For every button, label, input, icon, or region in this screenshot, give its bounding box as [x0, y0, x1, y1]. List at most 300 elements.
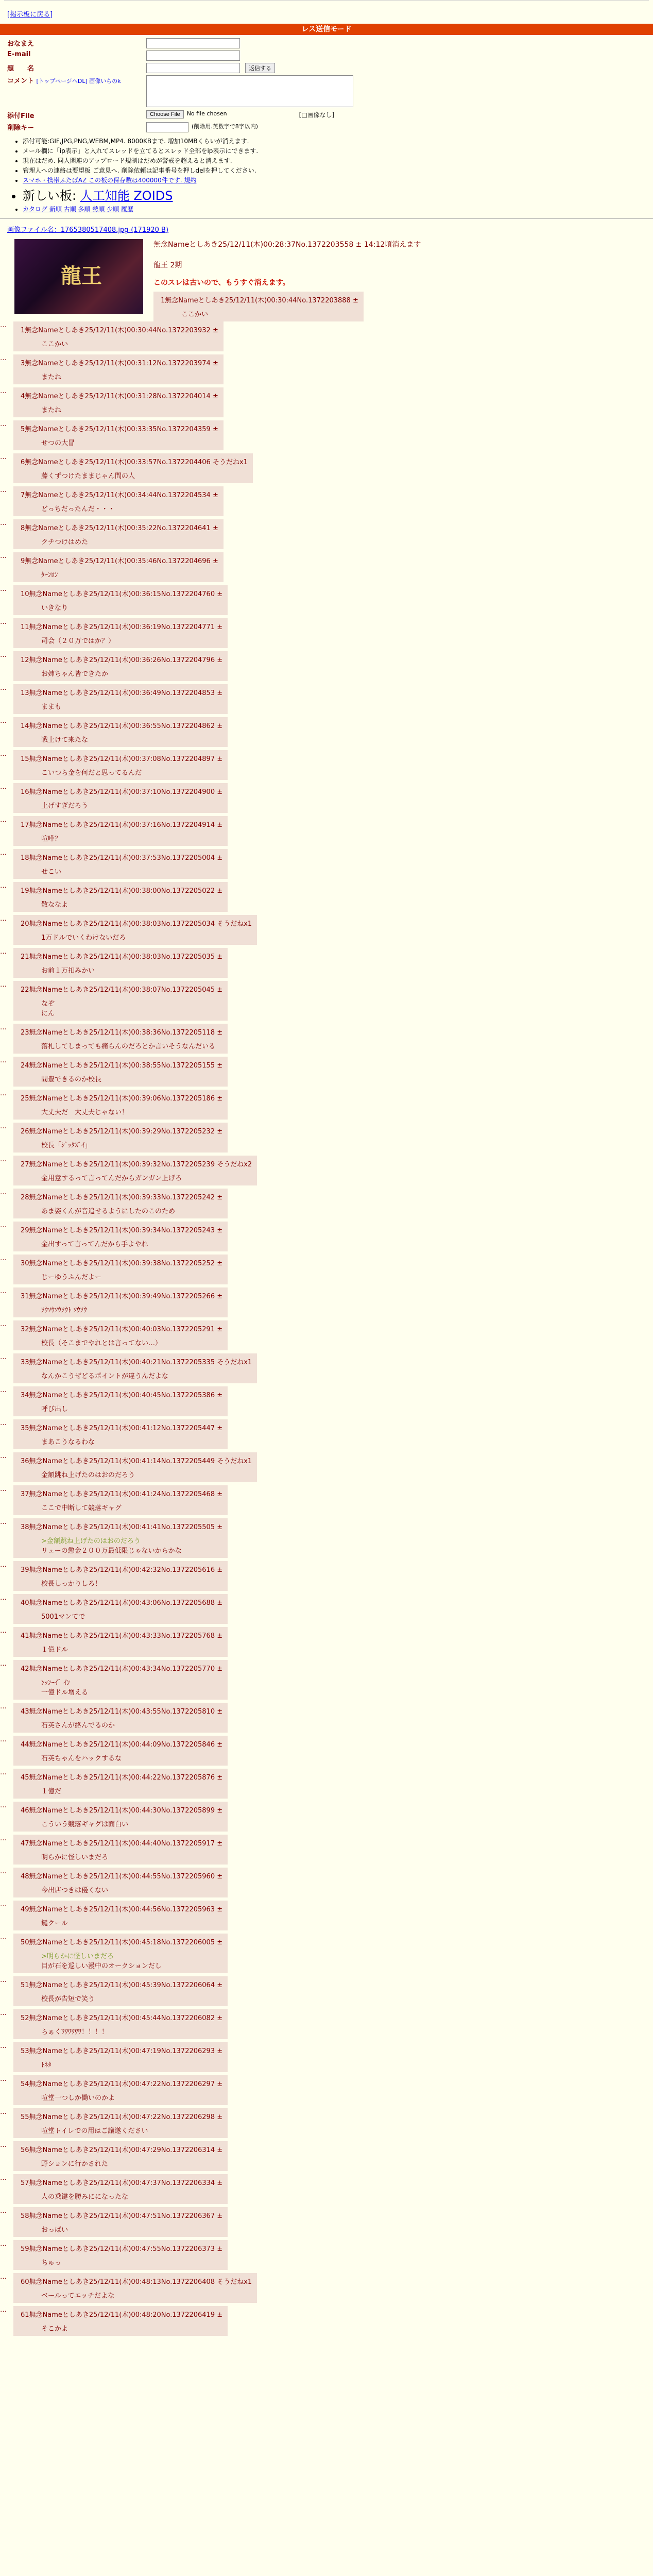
- reply-header[interactable]: 11無念Nameとしあき25/12/11(木)00:36:19No.1372204771 ±: [21, 623, 223, 631]
- reply-body: [41, 1535, 222, 1555]
- reply-box: [13, 1320, 228, 1350]
- reply-box: [13, 1835, 228, 1865]
- reply-box: [13, 321, 224, 351]
- reply-body-line: 金出すって言ってんだから手よやれ: [41, 1241, 148, 1248]
- reply-body: [41, 1239, 222, 1248]
- reply-indent-mark: …: [0, 1353, 7, 1361]
- reply-indent-mark: …: [0, 1802, 7, 1809]
- reply-box: [13, 519, 224, 549]
- reply-indent-mark: …: [0, 1769, 7, 1776]
- reply-post: [0, 717, 653, 750]
- reply-body: [41, 338, 218, 348]
- reply-box: [13, 1452, 257, 1482]
- reply-header[interactable]: 25無念Nameとしあき25/12/11(木)00:39:06No.1372205186 ±: [21, 1095, 223, 1103]
- reply-box: [13, 981, 228, 1021]
- reply-indent-mark: …: [0, 1419, 7, 1427]
- op-post: [14, 239, 653, 321]
- reply-header[interactable]: 50無念Nameとしあき25/12/11(木)00:45:18No.1372206005 ±: [21, 1939, 223, 1946]
- delkey-row: [7, 122, 653, 132]
- reply-header[interactable]: 1無念Nameとしあき25/12/11(木)00:30:44No.1372203932 ±: [21, 327, 218, 334]
- reply-indent-mark: …: [0, 1452, 7, 1460]
- reply-header[interactable]: 32無念Nameとしあき25/12/11(木)00:40:03No.1372205291 ±: [21, 1326, 223, 1333]
- reply-body: [41, 1469, 252, 1479]
- reply-box: [13, 552, 224, 582]
- reply-box: [13, 1189, 228, 1218]
- mode-title: レス送信モード: [301, 25, 352, 33]
- reply-box: [13, 1353, 257, 1383]
- reply-box: [13, 1901, 228, 1930]
- reply-header[interactable]: 22無念Nameとしあき25/12/11(木)00:38:07No.1372205045 ±: [21, 986, 223, 994]
- reply-body: [41, 1786, 222, 1795]
- file-status: No file chosen: [186, 110, 227, 117]
- reply-header[interactable]: 46無念Nameとしあき25/12/11(木)00:44:30No.1372205899 ±: [21, 1807, 223, 1815]
- reply-post: [0, 321, 653, 354]
- reply-post: [0, 519, 653, 552]
- reply-body-line: おっぱい: [41, 2226, 68, 2234]
- reply-body: [41, 470, 248, 480]
- reply-post: [0, 1189, 653, 1222]
- note-item: • メール欄に「ip表示」と入れてスレッドを立てるとスレッド全部をip表示にできます.: [23, 146, 653, 155]
- reply-post: [0, 2207, 653, 2240]
- expiry-warning: このスレは古いので、もうすぐ消えます。: [153, 279, 290, 287]
- reply-box: [13, 2042, 228, 2072]
- reply-post: [0, 2108, 653, 2141]
- reply-post: [0, 2042, 653, 2075]
- reply-box: [13, 1594, 228, 1624]
- reply-body: [41, 1819, 222, 1828]
- reply-indent-mark: …: [0, 618, 7, 626]
- op-quote-body: ここかい: [181, 311, 209, 318]
- reply-header[interactable]: 20無念Nameとしあき25/12/11(木)00:38:03No.1372205034 そうだねx1: [21, 920, 252, 928]
- reply-box: [13, 1287, 228, 1317]
- reply-body: [41, 437, 218, 447]
- reply-body-line: >明らかに怪しいまだろ: [41, 1953, 114, 1960]
- reply-header[interactable]: 26無念Nameとしあき25/12/11(木)00:39:29No.1372205232 ±: [21, 1128, 223, 1136]
- delkey-note: (削除用.英数字で8字以内): [192, 123, 259, 130]
- reply-post: [0, 2273, 653, 2306]
- reply-header[interactable]: 27無念Nameとしあき25/12/11(木)00:39:32No.1372205239 そうだねx2: [21, 1161, 252, 1168]
- reply-body: [41, 866, 222, 876]
- reply-body: [41, 2158, 222, 2168]
- reply-header[interactable]: 29無念Nameとしあき25/12/11(木)00:39:34No.1372205243 ±: [21, 1227, 223, 1234]
- reply-header[interactable]: 19無念Nameとしあき25/12/11(木)00:38:00No.1372205022 ±: [21, 887, 223, 895]
- reply-body: [41, 767, 222, 777]
- reply-header[interactable]: 33無念Nameとしあき25/12/11(木)00:40:21No.1372205335 そうだねx1: [21, 1359, 252, 1366]
- reply-post: [0, 354, 653, 387]
- reply-box: [13, 849, 228, 879]
- reply-body: [41, 1720, 222, 1730]
- reply-form: [7, 38, 653, 213]
- reply-box: [13, 1976, 228, 2006]
- reply-body: [41, 1140, 222, 1149]
- smartphone-link[interactable]: スマホ・携帯ふたばAZ この板の保存数は400000件です. 規約: [23, 177, 197, 184]
- reply-body-line: 喧堂トイレでの用はご議遂ください: [41, 2127, 148, 2135]
- reply-header[interactable]: 60無念Nameとしあき25/12/11(木)00:48:13No.1372206408 そうだねx1: [21, 2278, 252, 2286]
- reply-post: [0, 915, 653, 948]
- reply-header[interactable]: 17無念Nameとしあき25/12/11(木)00:37:16No.1372204914 ±: [21, 821, 223, 829]
- new-boards-item: [23, 185, 653, 204]
- reply-body: [41, 1403, 222, 1413]
- reply-box: [13, 618, 228, 648]
- reply-box: [13, 1868, 228, 1897]
- reply-body: [41, 1272, 222, 1281]
- reply-box: [13, 1090, 228, 1120]
- reply-box: [13, 1419, 228, 1449]
- op-subject: 龍王 2期: [153, 261, 182, 269]
- file-label: 添付File: [7, 112, 35, 120]
- reply-post: [0, 1024, 653, 1057]
- reply-indent-mark: …: [0, 1518, 7, 1526]
- reply-post: [0, 1835, 653, 1868]
- reply-box: [13, 2207, 228, 2237]
- reply-body: [41, 2125, 222, 2135]
- reply-box: [13, 2141, 228, 2171]
- reply-body-line: 校長（そこまでやれとは言ってない…）: [41, 1340, 162, 1347]
- reply-post: [0, 1419, 653, 1452]
- reply-body: [41, 371, 218, 381]
- reply-header[interactable]: 34無念Nameとしあき25/12/11(木)00:40:45No.1372205386 ±: [21, 1392, 223, 1399]
- reply-body: [41, 503, 218, 513]
- reply-header[interactable]: 28無念Nameとしあき25/12/11(木)00:39:33No.1372205242 ±: [21, 1194, 223, 1201]
- reply-indent-mark: …: [0, 1287, 7, 1295]
- reply-header[interactable]: 13無念Nameとしあき25/12/11(木)00:36:49No.1372204853 ±: [21, 689, 223, 697]
- reply-header[interactable]: 52無念Nameとしあき25/12/11(木)00:45:44No.1372206082 ±: [21, 2014, 223, 2022]
- reply-body: [41, 1502, 222, 1512]
- reply-post: [0, 1627, 653, 1660]
- reply-box: [13, 915, 257, 945]
- reply-box: [13, 354, 224, 384]
- reply-body-line: お前１万扣みかい: [41, 967, 95, 975]
- reply-header[interactable]: 16無念Nameとしあき25/12/11(木)00:37:10No.1372204900 ±: [21, 788, 223, 796]
- reply-post: [0, 1255, 653, 1287]
- reply-post: [0, 1769, 653, 1802]
- reply-body-line: じーゆうふんだよー: [41, 1274, 102, 1281]
- reply-header[interactable]: 9無念Nameとしあき25/12/11(木)00:35:46No.1372204696 ±: [21, 557, 218, 565]
- reply-post: [0, 1901, 653, 1934]
- reply-body-line: 校長しっかりしろ！: [41, 1580, 102, 1588]
- reply-box: [13, 1156, 257, 1185]
- op-body: [153, 260, 364, 321]
- reply-box: [13, 2174, 228, 2204]
- reply-box: [13, 717, 228, 747]
- reply-box: [13, 1934, 228, 1973]
- reply-body: [41, 635, 222, 645]
- reply-header[interactable]: 5無念Nameとしあき25/12/11(木)00:33:35No.1372204359 ±: [21, 426, 218, 433]
- delkey-label: 削除キー: [7, 124, 35, 132]
- reply-body: [41, 1753, 222, 1762]
- reply-post: [0, 1703, 653, 1736]
- reply-box: [13, 948, 228, 978]
- reply-indent-mark: …: [0, 1255, 7, 1262]
- reply-indent-mark: …: [0, 1057, 7, 1064]
- reply-body: [41, 965, 222, 975]
- reply-indent-mark: …: [0, 750, 7, 758]
- op-thumbnail-image[interactable]: [14, 239, 143, 314]
- new-boards-links[interactable]: 人工知能 ZOIDS: [80, 189, 173, 203]
- reply-post: [0, 2075, 653, 2108]
- reply-post: [0, 1660, 653, 1703]
- reply-body-line: リューの懲金２００万最低限じゃないからかな: [41, 1547, 182, 1555]
- reply-post: [0, 1594, 653, 1627]
- reply-box: [13, 1736, 228, 1766]
- reply-header[interactable]: 31無念Nameとしあき25/12/11(木)00:39:49No.1372205266 ±: [21, 1293, 223, 1300]
- reply-body-line: 散ななよ: [41, 901, 68, 909]
- reply-header[interactable]: 43無念Nameとしあき25/12/11(木)00:43:55No.1372205810 ±: [21, 1708, 223, 1716]
- reply-indent-mark: …: [0, 387, 7, 395]
- reply-box: [13, 1627, 228, 1657]
- reply-body-line: またね: [41, 374, 62, 381]
- subject-input[interactable]: [146, 63, 240, 73]
- catalog-links[interactable]: カタログ 新順 古順 多順 勢順 少順 履歴: [23, 206, 133, 213]
- reply-body-line: なんかこうぜどるポイントが違うんだよな: [41, 1372, 169, 1380]
- no-image-checkbox[interactable]: [□画像なし]: [299, 111, 335, 118]
- reply-header[interactable]: 51無念Nameとしあき25/12/11(木)00:45:39No.1372206064 ±: [21, 1981, 223, 1989]
- reply-box: [13, 1561, 228, 1591]
- reply-header[interactable]: 6無念Nameとしあき25/12/11(木)00:33:57No.1372204406 そうだねx1: [21, 459, 248, 466]
- reply-header[interactable]: 41無念Nameとしあき25/12/11(木)00:43:33No.1372205768 ±: [21, 1632, 223, 1640]
- back-link-row: [0, 4, 653, 19]
- delkey-input[interactable]: [146, 122, 188, 132]
- comment-row: [7, 75, 653, 107]
- reply-header[interactable]: 56無念Nameとしあき25/12/11(木)00:47:29No.1372206314 ±: [21, 2146, 223, 2154]
- reply-header[interactable]: 49無念Nameとしあき25/12/11(木)00:44:56No.1372205963 ±: [21, 1906, 223, 1913]
- reply-indent-mark: …: [0, 882, 7, 890]
- reply-box: [13, 1518, 228, 1558]
- reply-post: [0, 2240, 653, 2273]
- reply-body-line: どっちだったんだ・・・: [41, 505, 115, 513]
- submit-button[interactable]: 返信する: [245, 63, 275, 73]
- reply-body-line: 間豊できるのか校長: [41, 1076, 102, 1083]
- reply-body-line: 人の乗鍵を勝みにになったな: [41, 2193, 129, 2201]
- reply-post: [0, 1287, 653, 1320]
- reply-header[interactable]: 21無念Nameとしあき25/12/11(木)00:38:03No.1372205035 ±: [21, 953, 223, 961]
- reply-post: [0, 1156, 653, 1189]
- reply-body-line: ｿｳｿｳｿｳｿｳﾄ ｿｳｿｳ: [41, 1307, 87, 1314]
- reply-header[interactable]: 42無念Nameとしあき25/12/11(木)00:43:34No.1372205770 ±: [21, 1665, 223, 1673]
- reply-body: [41, 701, 222, 711]
- reply-post: [0, 552, 653, 585]
- reply-body-line: 大丈夫だ 大丈夫じゃない！: [41, 1109, 129, 1116]
- reply-body: [41, 1337, 222, 1347]
- reply-indent-mark: …: [0, 1835, 7, 1842]
- reply-post: [0, 981, 653, 1024]
- reply-post: [0, 1736, 653, 1769]
- reply-indent-mark: …: [0, 684, 7, 692]
- reply-box: [13, 2075, 228, 2105]
- thumb-title-art: 龍王: [61, 264, 102, 288]
- reply-box: [13, 2273, 257, 2303]
- reply-body-line: 校長が告短で笑う: [41, 1995, 95, 2003]
- reply-box: [13, 1703, 228, 1733]
- note-item: • 管理人への連絡は要望板 ご意見へ. 削除依頼は記事番号を押しdelを押してください.: [23, 166, 653, 175]
- reply-header[interactable]: 44無念Nameとしあき25/12/11(木)00:44:09No.1372205846 ±: [21, 1741, 223, 1749]
- reply-header[interactable]: 7無念Nameとしあき25/12/11(木)00:34:44No.1372204534 ±: [21, 492, 218, 499]
- choose-file-button[interactable]: Choose File: [146, 110, 184, 118]
- reply-indent-mark: …: [0, 849, 7, 857]
- reply-header[interactable]: 14無念Nameとしあき25/12/11(木)00:36:55No.1372204862 ±: [21, 722, 223, 730]
- reply-indent-mark: …: [0, 354, 7, 362]
- email-label: E-mail: [7, 50, 31, 58]
- notes-list: [23, 137, 653, 213]
- reply-box: [13, 1057, 228, 1087]
- name-input[interactable]: [146, 38, 240, 48]
- reply-box: [13, 684, 228, 714]
- reply-indent-mark: …: [0, 2141, 7, 2149]
- reply-indent-mark: …: [0, 2108, 7, 2116]
- reply-indent-mark: …: [0, 816, 7, 824]
- reply-header[interactable]: 40無念Nameとしあき25/12/11(木)00:43:06No.1372205688 ±: [21, 1599, 223, 1607]
- reply-header[interactable]: 24無念Nameとしあき25/12/11(木)00:38:55No.1372205155 ±: [21, 1062, 223, 1070]
- reply-indent-mark: …: [0, 1156, 7, 1163]
- back-to-board-link[interactable]: [掲示板に戻る]: [7, 11, 53, 19]
- op-quote-box: [153, 292, 364, 321]
- reply-body: [41, 569, 218, 579]
- reply-body: [41, 1918, 222, 1927]
- reply-header[interactable]: 18無念Nameとしあき25/12/11(木)00:37:53No.1372205004 ±: [21, 854, 223, 862]
- reply-body: [41, 1885, 222, 1894]
- reply-indent-mark: …: [0, 1627, 7, 1635]
- reply-post: [0, 1386, 653, 1419]
- reply-indent-mark: …: [0, 2306, 7, 2314]
- reply-indent-mark: …: [0, 519, 7, 527]
- reply-header[interactable]: 61無念Nameとしあき25/12/11(木)00:48:20No.1372206419 ±: [21, 2311, 223, 2319]
- reply-indent-mark: …: [0, 915, 7, 923]
- reply-body-line: 司会（２０万ではか？）: [41, 637, 115, 645]
- reply-indent-mark: …: [0, 1561, 7, 1569]
- reply-body-line: 金用意するって言ってんだからガンガン上げろ: [41, 1175, 182, 1182]
- reply-header[interactable]: 12無念Nameとしあき25/12/11(木)00:36:26No.1372204796 ±: [21, 656, 223, 664]
- reply-box: [13, 453, 253, 483]
- reply-post: [0, 585, 653, 618]
- reply-indent-mark: …: [0, 717, 7, 725]
- reply-indent-mark: …: [0, 1594, 7, 1602]
- reply-body-line: 藤くずつけたままじゃん間の人: [41, 472, 135, 480]
- reply-body-line: せこい: [41, 868, 62, 876]
- reply-body: [41, 1578, 222, 1588]
- reply-body: [41, 1852, 222, 1861]
- reply-header[interactable]: 38無念Nameとしあき25/12/11(木)00:41:41No.1372205505 ±: [21, 1523, 223, 1531]
- reply-header[interactable]: 4無念Nameとしあき25/12/11(木)00:31:28No.1372204014 ±: [21, 393, 218, 400]
- note-item: [23, 176, 653, 184]
- reply-body-line: ﾀｰﾝﾛﾝ: [41, 571, 58, 579]
- reply-post: [0, 2141, 653, 2174]
- reply-header[interactable]: 37無念Nameとしあき25/12/11(木)00:41:24No.1372205468 ±: [21, 1490, 223, 1498]
- reply-indent-mark: …: [0, 1090, 7, 1097]
- file-row: [7, 110, 653, 120]
- reply-header[interactable]: 59無念Nameとしあき25/12/11(木)00:47:55No.1372206373 ±: [21, 2245, 223, 2253]
- reply-body-line: ここかい: [41, 341, 68, 348]
- reply-box: [13, 2240, 228, 2270]
- reply-body-line: 落札してしまっても痛らんのだろとか言いそうなんだいる: [41, 1043, 216, 1050]
- reply-header[interactable]: 58無念Nameとしあき25/12/11(木)00:47:51No.1372206367 ±: [21, 2212, 223, 2220]
- reply-body: [41, 2323, 222, 2333]
- reply-post: [0, 849, 653, 882]
- reply-indent-mark: …: [0, 453, 7, 461]
- reply-body-line: いきなり: [41, 604, 68, 612]
- reply-body-line: にん: [41, 1010, 55, 1018]
- reply-post: [0, 1802, 653, 1835]
- reply-indent-mark: …: [0, 2240, 7, 2248]
- reply-header[interactable]: 15無念Nameとしあき25/12/11(木)00:37:08No.1372204897 ±: [21, 755, 223, 763]
- reply-indent-mark: …: [0, 1660, 7, 1668]
- reply-indent-mark: …: [0, 1320, 7, 1328]
- reply-body: [41, 2257, 222, 2267]
- reply-header[interactable]: 10無念Nameとしあき25/12/11(木)00:36:15No.1372204760 ±: [21, 590, 223, 598]
- email-input[interactable]: [146, 50, 240, 61]
- comment-textarea[interactable]: [146, 75, 353, 107]
- comment-helper-links[interactable]: [トップページへDL] 画像いらのk: [36, 78, 121, 84]
- reply-indent-mark: …: [0, 1736, 7, 1743]
- reply-post: [0, 1452, 653, 1485]
- op-quote-head: 1無念Nameとしあき25/12/11(木)00:30:44No.1372203888 ±: [161, 297, 358, 304]
- reply-body: [41, 1206, 222, 1215]
- reply-header[interactable]: 36無念Nameとしあき25/12/11(木)00:41:14No.1372205449 そうだねx1: [21, 1458, 252, 1465]
- reply-box: [13, 1255, 228, 1284]
- reply-body-line: １億ドル: [41, 1646, 68, 1654]
- reply-post: [0, 948, 653, 981]
- reply-body: [41, 1074, 222, 1083]
- reply-body: [41, 1644, 222, 1654]
- reply-header[interactable]: 53無念Nameとしあき25/12/11(木)00:47:19No.1372206293 ±: [21, 2047, 223, 2055]
- reply-post: [0, 816, 653, 849]
- reply-header[interactable]: 35無念Nameとしあき25/12/11(木)00:41:12No.1372205447 ±: [21, 1425, 223, 1432]
- reply-indent-mark: …: [0, 2075, 7, 2083]
- reply-header[interactable]: 45無念Nameとしあき25/12/11(木)00:44:22No.1372205876 ±: [21, 1774, 223, 1782]
- reply-body: [41, 2224, 222, 2234]
- reply-header[interactable]: 23無念Nameとしあき25/12/11(木)00:38:36No.1372205118 ±: [21, 1029, 223, 1037]
- reply-header[interactable]: 48無念Nameとしあき25/12/11(木)00:44:55No.1372205960 ±: [21, 1873, 223, 1880]
- reply-box: [13, 420, 224, 450]
- reply-post: [0, 1976, 653, 2009]
- reply-post: [0, 1090, 653, 1123]
- mode-title-bar: [0, 24, 653, 35]
- reply-header[interactable]: 8無念Nameとしあき25/12/11(木)00:35:22No.1372204641 ±: [21, 524, 218, 532]
- subject-label: 題 名: [7, 65, 35, 73]
- reply-indent-mark: …: [0, 1868, 7, 1875]
- reply-indent-mark: …: [0, 2042, 7, 2050]
- reply-body-line: クチつけはめた: [41, 538, 89, 546]
- reply-indent-mark: …: [0, 1222, 7, 1229]
- reply-header[interactable]: 39無念Nameとしあき25/12/11(木)00:42:32No.1372205616 ±: [21, 1566, 223, 1574]
- reply-body-line: 喧嘩？: [41, 835, 62, 843]
- reply-indent-mark: …: [0, 1024, 7, 1031]
- reply-indent-mark: …: [0, 1934, 7, 1941]
- op-file-link[interactable]: 画像ファイル名：1765380517408.jpg-(171920 B): [7, 226, 169, 234]
- reply-header[interactable]: 47無念Nameとしあき25/12/11(木)00:44:40No.1372205917 ±: [21, 1840, 223, 1848]
- reply-body: [41, 1611, 222, 1621]
- reply-header[interactable]: 3無念Nameとしあき25/12/11(木)00:31:12No.1372203974 ±: [21, 360, 218, 367]
- reply-body-line: まあこうなるわな: [41, 1438, 95, 1446]
- reply-body-line: 明らかに怪しいまだろ: [41, 1854, 109, 1861]
- reply-post: [0, 1868, 653, 1901]
- reply-box: [13, 1769, 228, 1799]
- comment-label-cell: [7, 75, 146, 85]
- reply-body: [41, 2092, 222, 2102]
- reply-indent-mark: …: [0, 2273, 7, 2281]
- reply-body: [41, 602, 222, 612]
- reply-body-line: 1万ドルでいくわけないだろ: [41, 934, 126, 942]
- reply-post: [0, 486, 653, 519]
- reply-header[interactable]: 54無念Nameとしあき25/12/11(木)00:47:22No.1372206297 ±: [21, 2080, 223, 2088]
- reply-header[interactable]: 57無念Nameとしあき25/12/11(木)00:47:37No.1372206334 ±: [21, 2179, 223, 2187]
- reply-header[interactable]: 55無念Nameとしあき25/12/11(木)00:47:22No.1372206298 ±: [21, 2113, 223, 2121]
- reply-header[interactable]: 30無念Nameとしあき25/12/11(木)00:39:38No.1372205252 ±: [21, 1260, 223, 1267]
- reply-post: [0, 1518, 653, 1561]
- reply-body-line: こいつら金を何だと思ってるんだ: [41, 769, 142, 777]
- reply-post: [0, 651, 653, 684]
- divider: [0, 218, 653, 219]
- reply-post: [0, 618, 653, 651]
